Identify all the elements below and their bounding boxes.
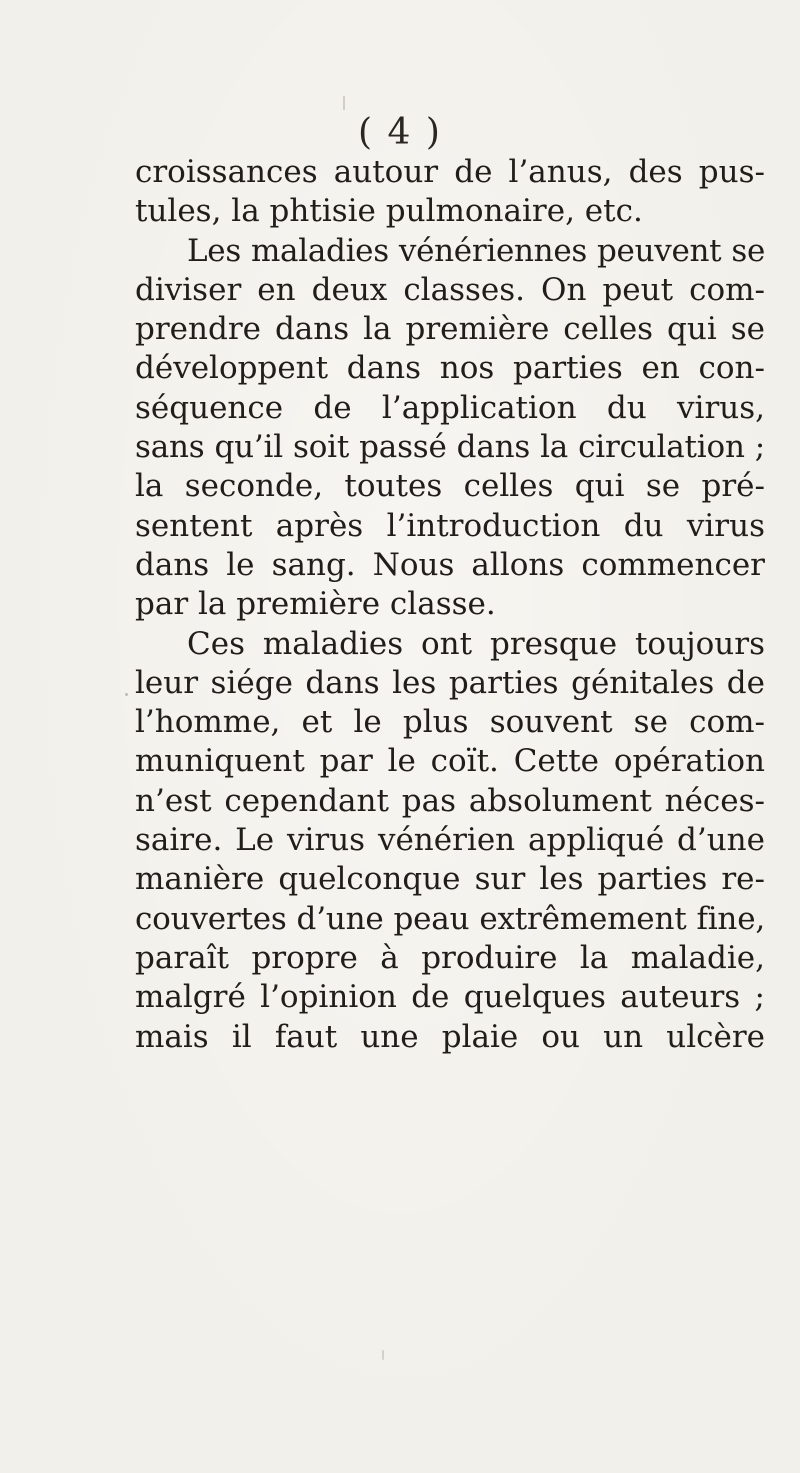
- page-number: ( 4 ): [358, 112, 442, 153]
- text-line: l’homme, et le plus souvent se com-: [135, 704, 765, 741]
- paper-speck: [125, 693, 128, 696]
- text-line: sans qu’il soit passé dans la circulation ;: [135, 429, 765, 466]
- text-line: leur siége dans les parties génitales de: [135, 664, 765, 701]
- paper-speck: [382, 1350, 384, 1360]
- text-line: malgré l’opinion de quelques auteurs ;: [135, 979, 765, 1016]
- paper-speck: [343, 96, 345, 110]
- text-line: tules, la phtisie pulmonaire, etc.: [135, 193, 643, 230]
- text-line: saire. Le virus vénérien appliqué d’une: [135, 822, 765, 859]
- text-line: prendre dans la première celles qui se: [135, 311, 765, 348]
- text-line: Ces maladies ont presque toujours: [187, 625, 765, 662]
- text-line: par la première classe.: [135, 586, 496, 623]
- text-line: dans le sang. Nous allons commencer: [135, 546, 765, 583]
- text-line: sentent après l’introduction du virus: [135, 507, 765, 544]
- text-line: Les maladies vénériennes peuvent se: [187, 232, 765, 269]
- text-line: développent dans nos parties en con-: [135, 350, 765, 387]
- text-line: diviser en deux classes. On peut com-: [135, 271, 765, 308]
- text-line: muniquent par le coït. Cette opération: [135, 743, 765, 780]
- text-line: croissances autour de l’anus, des pus-: [135, 154, 765, 190]
- text-line: séquence de l’application du virus,: [135, 389, 765, 426]
- text-line: la seconde, toutes celles qui se pré-: [135, 468, 765, 505]
- text-line: mais il faut une plaie ou un ulcère: [135, 1018, 765, 1055]
- text-line: paraît propre à produire la maladie,: [135, 939, 765, 976]
- text-line: n’est cependant pas absolument néces-: [135, 782, 765, 819]
- text-line: couvertes d’une peau extrêmement fine,: [135, 900, 765, 937]
- body-text: [135, 153, 765, 1057]
- text-line: manière quelconque sur les parties re-: [135, 861, 765, 898]
